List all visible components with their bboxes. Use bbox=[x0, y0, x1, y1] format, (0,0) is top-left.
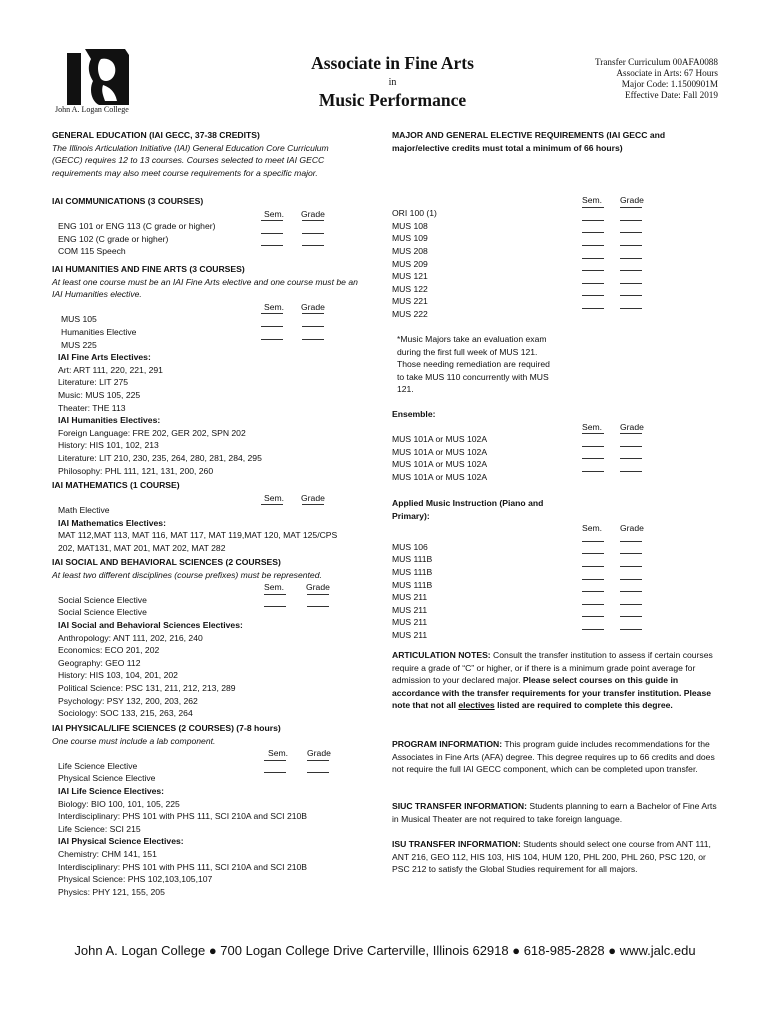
course-name: MUS 106 bbox=[392, 541, 428, 552]
isu-text: Students should select one course from ANT 111, ANT 216, GEO 112, HIS 103, HIS 104, HUM 120, PHL 200, PHL 260, PSC 120, or PSC 212 to satisfy the Global Studies requirement for all majors. bbox=[392, 839, 711, 875]
applied-heading: Primary): bbox=[392, 510, 430, 521]
course-name: ENG 102 (C grade or higher) bbox=[58, 233, 169, 244]
sem-blank[interactable] bbox=[582, 232, 604, 233]
column-headers bbox=[392, 421, 722, 434]
course-row bbox=[52, 606, 382, 619]
course-row bbox=[392, 308, 722, 321]
course-row bbox=[52, 772, 382, 785]
ensemble-section bbox=[392, 408, 722, 484]
grade-label: Grade bbox=[301, 208, 325, 219]
elective-line: Physical Science: PHS 102,103,105,107 bbox=[58, 874, 213, 885]
course-row bbox=[52, 760, 382, 773]
course-row bbox=[392, 579, 722, 592]
course-name: MUS 101A or MUS 102A bbox=[392, 459, 488, 470]
sem-blank[interactable] bbox=[582, 629, 604, 630]
page-title-line2: Music Performance bbox=[318, 90, 467, 110]
elective-line: Theater: THE 113 bbox=[58, 402, 126, 413]
humanities-section bbox=[52, 263, 382, 477]
curriculum-meta bbox=[595, 57, 718, 101]
music-note-line: Those needing remediation are required bbox=[397, 359, 550, 370]
physical-section bbox=[52, 722, 382, 898]
meta-line: Associate in Arts: 67 Hours bbox=[616, 68, 718, 78]
elective-line: Philosophy: PHL 111, 121, 131, 200, 260 bbox=[58, 465, 214, 476]
course-name: Social Science Elective bbox=[58, 594, 147, 605]
elective-line: History: HIS 103, 104, 201, 202 bbox=[58, 670, 178, 681]
course-name: MUS 211 bbox=[392, 604, 428, 615]
grade-blank[interactable] bbox=[307, 772, 329, 773]
logo-graphic bbox=[55, 45, 145, 107]
column-headers bbox=[52, 492, 382, 505]
course-row bbox=[392, 220, 722, 233]
course-name: Humanities Elective bbox=[61, 326, 137, 337]
course-name: Math Elective bbox=[58, 505, 110, 516]
grade-blank[interactable] bbox=[620, 579, 642, 580]
sem-blank[interactable] bbox=[264, 772, 286, 773]
sem-blank[interactable] bbox=[582, 591, 604, 592]
sem-blank[interactable] bbox=[582, 471, 604, 472]
course-name: MUS 111B bbox=[392, 554, 433, 565]
sem-blank[interactable] bbox=[582, 308, 604, 309]
gen-ed-intro-line: requirements may also meet course requirements for a specific major. bbox=[52, 167, 318, 178]
program-label: PROGRAM INFORMATION: bbox=[392, 739, 503, 749]
grade-blank[interactable] bbox=[620, 433, 642, 434]
page-title-line1: Associate in Fine Arts bbox=[311, 53, 474, 73]
sem-blank[interactable] bbox=[261, 313, 283, 314]
music-note-line: 121. bbox=[397, 384, 414, 395]
elective-line: Foreign Language: FRE 202, GER 202, SPN 202 bbox=[58, 427, 246, 438]
course-row bbox=[392, 433, 722, 446]
program-text: This program guide includes recommendations for the Associates in Fine Arts (AFA) degree. This degree requires up to 66 credits and does not require the full IAI GECC component, which can be completed upon transfer. bbox=[392, 739, 715, 775]
physical-note: One course must include a lab component. bbox=[52, 735, 216, 746]
elective-line: MAT 112,MAT 113, MAT 116, MAT 117, MAT 119,MAT 120, MAT 125/CPS bbox=[58, 530, 338, 541]
grade-blank[interactable] bbox=[620, 245, 642, 246]
course-row bbox=[52, 504, 382, 517]
course-row bbox=[392, 458, 722, 471]
elective-line: Chemistry: CHM 141, 151 bbox=[58, 848, 157, 859]
column-headers bbox=[392, 194, 722, 207]
column-headers bbox=[52, 301, 382, 314]
course-name: MUS 211 bbox=[392, 629, 428, 640]
course-name: COM 115 Speech bbox=[58, 246, 126, 257]
elective-line: Geography: GEO 112 bbox=[58, 657, 141, 668]
grade-blank[interactable] bbox=[620, 446, 642, 447]
sem-label: Sem. bbox=[582, 421, 603, 432]
elective-line: Life Science: SCI 215 bbox=[58, 823, 141, 834]
sem-label: Sem. bbox=[264, 208, 285, 219]
math-section bbox=[52, 479, 382, 555]
grade-blank[interactable] bbox=[620, 566, 642, 567]
course-row bbox=[392, 591, 722, 604]
grade-blank[interactable] bbox=[620, 458, 642, 459]
course-name: MUS 221 bbox=[392, 296, 428, 307]
sem-blank[interactable] bbox=[582, 283, 604, 284]
gen-ed-section bbox=[52, 129, 382, 179]
course-row bbox=[52, 220, 382, 233]
life-electives-heading: IAI Life Science Electives: bbox=[58, 785, 165, 796]
siuc-information bbox=[392, 800, 718, 825]
grade-label: Grade bbox=[301, 301, 325, 312]
sem-blank[interactable] bbox=[582, 270, 604, 271]
course-row bbox=[392, 471, 722, 484]
sem-label: Sem. bbox=[264, 301, 285, 312]
music-note-line: *Music Majors take an evaluation exam bbox=[397, 334, 547, 344]
music-note-line: during the first full week of MUS 121. bbox=[397, 346, 538, 357]
course-name: MUS 121 bbox=[392, 271, 428, 282]
course-name: Social Science Elective bbox=[58, 607, 147, 618]
sem-blank[interactable] bbox=[582, 616, 604, 617]
siuc-label: SIUC TRANSFER INFORMATION: bbox=[392, 801, 527, 811]
grade-blank[interactable] bbox=[307, 594, 329, 595]
social-heading: IAI SOCIAL AND BEHAVIORAL SCIENCES (2 COURSES) bbox=[52, 557, 281, 567]
course-row bbox=[392, 616, 722, 629]
physical-heading: IAI PHYSICAL/LIFE SCIENCES (2 COURSES) (7-8 hours) bbox=[52, 723, 281, 733]
grade-label: Grade bbox=[307, 748, 331, 759]
column-headers bbox=[52, 747, 382, 760]
course-row bbox=[392, 270, 722, 283]
grade-blank[interactable] bbox=[620, 541, 642, 542]
major-courses bbox=[392, 194, 722, 321]
sem-blank[interactable] bbox=[261, 245, 283, 246]
course-row bbox=[392, 629, 722, 642]
course-name: MUS 225 bbox=[61, 339, 97, 350]
fine-arts-electives-heading: IAI Fine Arts Electives: bbox=[58, 352, 151, 363]
major-heading: major/elective credits must total a minimum of 66 hours) bbox=[392, 142, 623, 153]
grade-blank[interactable] bbox=[302, 339, 324, 340]
course-row bbox=[392, 258, 722, 271]
elective-line: Music: MUS 105, 225 bbox=[58, 389, 141, 400]
humanities-electives-heading: IAI Humanities Electives: bbox=[58, 415, 161, 426]
grade-blank[interactable] bbox=[620, 604, 642, 605]
social-section bbox=[52, 556, 382, 720]
major-section bbox=[392, 129, 722, 154]
elective-line: Art: ART 111, 220, 221, 291 bbox=[58, 364, 163, 375]
sem-label: Sem. bbox=[582, 523, 603, 534]
sem-blank[interactable] bbox=[582, 245, 604, 246]
sem-blank[interactable] bbox=[261, 504, 283, 505]
course-row bbox=[392, 604, 722, 617]
articulation-bold-text: Please select courses on this guide in accordance with the transfer requirements for your transfer institution. Please note that not all bbox=[392, 675, 712, 711]
siuc-text: Students planning to earn a Bachelor of Fine Arts in Musical Theater are not required to take foreign language. bbox=[392, 801, 717, 824]
major-heading: MAJOR AND GENERAL ELECTIVE REQUIREMENTS (IAI GECC and bbox=[392, 130, 666, 140]
gen-ed-intro-line: The Illinois Articulation Initiative (IAI) General Education Core Curriculum bbox=[52, 142, 329, 153]
sem-blank[interactable] bbox=[582, 458, 604, 459]
elective-line: Psychology: PSY 132, 200, 203, 262 bbox=[58, 695, 198, 706]
course-row bbox=[392, 553, 722, 566]
column-headers bbox=[52, 569, 382, 582]
course-name: MUS 105 bbox=[61, 314, 97, 325]
grade-label: Grade bbox=[620, 195, 644, 205]
course-row bbox=[52, 245, 382, 258]
articulation-label: ARTICULATION NOTES: bbox=[392, 650, 491, 660]
course-name: MUS 211 bbox=[392, 592, 428, 603]
grade-blank[interactable] bbox=[620, 295, 642, 296]
grade-blank[interactable] bbox=[307, 760, 329, 761]
communications-heading: IAI COMMUNICATIONS (3 COURSES) bbox=[52, 196, 204, 206]
elective-line: Physics: PHY 121, 155, 205 bbox=[58, 886, 165, 897]
physical-electives-heading: IAI Physical Science Electives: bbox=[58, 836, 184, 847]
grade-blank[interactable] bbox=[620, 591, 642, 592]
grade-blank[interactable] bbox=[302, 245, 324, 246]
course-row bbox=[392, 232, 722, 245]
course-name: Life Science Elective bbox=[58, 760, 138, 771]
course-row bbox=[52, 233, 382, 246]
sem-blank[interactable] bbox=[264, 760, 286, 761]
sem-blank[interactable] bbox=[582, 566, 604, 567]
grade-blank[interactable] bbox=[620, 283, 642, 284]
electives-underlined: electives bbox=[458, 700, 495, 711]
elective-line: Literature: LIT 275 bbox=[58, 377, 129, 388]
sem-label: Sem. bbox=[264, 582, 285, 593]
course-name: MUS 111B bbox=[392, 566, 433, 577]
grade-blank[interactable] bbox=[620, 616, 642, 617]
course-row bbox=[52, 326, 382, 339]
sem-blank[interactable] bbox=[582, 295, 604, 296]
grade-blank[interactable] bbox=[620, 220, 642, 221]
course-name: MUS 101A or MUS 102A bbox=[392, 434, 488, 445]
course-row bbox=[392, 295, 722, 308]
grade-blank[interactable] bbox=[620, 232, 642, 233]
applied-section bbox=[392, 497, 722, 642]
ensemble-heading: Ensemble: bbox=[392, 409, 436, 419]
course-row bbox=[392, 283, 722, 296]
course-row bbox=[392, 245, 722, 258]
elective-line: Anthropology: ANT 111, 202, 216, 240 bbox=[58, 632, 203, 643]
sem-blank[interactable] bbox=[264, 606, 286, 607]
course-row bbox=[52, 594, 382, 607]
sem-blank[interactable] bbox=[261, 326, 283, 327]
grade-blank[interactable] bbox=[620, 629, 642, 630]
humanities-note: At least one course must be an IAI Fine Arts elective and one course must be an bbox=[52, 276, 358, 287]
grade-blank[interactable] bbox=[620, 471, 642, 472]
elective-line: Political Science: PSC 131, 211, 212, 213, 289 bbox=[58, 682, 236, 693]
course-name: ORI 100 (1) bbox=[392, 208, 437, 219]
grade-blank[interactable] bbox=[302, 233, 324, 234]
articulation-notes bbox=[392, 649, 718, 712]
articulation-text: Consult the transfer institution to assess if certain courses require a grade of “C” or higher, or if there is a minimum grade point average for admission to your declared major. bbox=[392, 650, 713, 686]
course-name: Physical Science Elective bbox=[58, 773, 156, 784]
elective-line: History: HIS 101, 102, 213 bbox=[58, 440, 159, 451]
meta-line: Effective Date: Fall 2019 bbox=[625, 90, 718, 100]
sem-blank[interactable] bbox=[582, 258, 604, 259]
sem-blank[interactable] bbox=[582, 433, 604, 434]
sem-blank[interactable] bbox=[264, 594, 286, 595]
program-information bbox=[392, 738, 718, 776]
sem-label: Sem. bbox=[268, 748, 289, 759]
music-note bbox=[397, 333, 582, 396]
sem-blank[interactable] bbox=[261, 220, 283, 221]
elective-line: 202, MAT131, MAT 201, MAT 202, MAT 282 bbox=[58, 542, 226, 553]
sem-blank[interactable] bbox=[582, 220, 604, 221]
sem-label: Sem. bbox=[264, 492, 285, 503]
articulation-bold-end: listed are required to complete this degree. bbox=[494, 700, 673, 711]
sem-blank[interactable] bbox=[582, 604, 604, 605]
grade-label: Grade bbox=[301, 492, 325, 503]
meta-line: Transfer Curriculum 00AFA0088 bbox=[594, 57, 718, 67]
grade-blank[interactable] bbox=[302, 504, 324, 505]
social-note-text: At least two different disciplines (course prefixes) must be represented. bbox=[52, 569, 322, 580]
sem-label: Sem. bbox=[582, 195, 603, 205]
course-row bbox=[392, 566, 722, 579]
social-electives-heading: IAI Social and Behavioral Sciences Electives: bbox=[58, 619, 243, 630]
applied-heading: Applied Music Instruction (Piano and bbox=[392, 498, 544, 508]
grade-blank[interactable] bbox=[302, 220, 324, 221]
isu-information bbox=[392, 838, 718, 876]
sem-blank[interactable] bbox=[582, 579, 604, 580]
course-name: MUS 208 bbox=[392, 245, 428, 256]
sem-blank[interactable] bbox=[582, 207, 604, 208]
course-name: MUS 109 bbox=[392, 233, 428, 244]
grade-blank[interactable] bbox=[307, 606, 329, 607]
grade-blank[interactable] bbox=[620, 207, 642, 208]
communications-section bbox=[52, 195, 382, 258]
course-name: MUS 101A or MUS 102A bbox=[392, 471, 488, 482]
math-electives-heading: IAI Mathematics Electives: bbox=[58, 517, 166, 528]
course-name: MUS 209 bbox=[392, 258, 428, 269]
grade-label: Grade bbox=[306, 582, 330, 593]
course-name: MUS 122 bbox=[392, 283, 428, 294]
gen-ed-heading: GENERAL EDUCATION (IAI GECC, 37-38 CREDITS) bbox=[52, 130, 260, 140]
grade-blank[interactable] bbox=[620, 270, 642, 271]
humanities-note: IAI Humanities elective. bbox=[52, 289, 142, 300]
grade-blank[interactable] bbox=[620, 308, 642, 309]
sem-blank[interactable] bbox=[261, 339, 283, 340]
elective-line: Sociology: SOC 133, 215, 263, 264 bbox=[58, 708, 193, 719]
college-name: John A. Logan College bbox=[55, 105, 129, 114]
page-footer: John A. Logan College ● 700 Logan College Drive Carterville, Illinois 62918 ● 618-985-2828 ● www.jalc.edu bbox=[74, 943, 696, 958]
elective-line: Interdisciplinary: PHS 101 with PHS 111, SCI 210A and SCI 210B bbox=[58, 861, 308, 872]
course-name: MUS 211 bbox=[392, 617, 428, 628]
elective-line: Economics: ECO 201, 202 bbox=[58, 645, 160, 656]
music-note-line: to take MUS 110 concurrently with MUS bbox=[397, 371, 549, 382]
grade-blank[interactable] bbox=[620, 258, 642, 259]
course-name: MUS 111B bbox=[392, 579, 433, 590]
elective-line: Biology: BIO 100, 101, 105, 225 bbox=[58, 798, 180, 809]
grade-blank[interactable] bbox=[302, 313, 324, 314]
elective-line: Literature: LIT 210, 230, 235, 264, 280, 281, 284, 295 bbox=[58, 452, 262, 463]
sem-blank[interactable] bbox=[582, 446, 604, 447]
grade-blank[interactable] bbox=[620, 553, 642, 554]
humanities-heading: IAI HUMANITIES AND FINE ARTS (3 COURSES) bbox=[52, 264, 245, 274]
course-name: ENG 101 or ENG 113 (C grade or higher) bbox=[58, 221, 216, 232]
elective-line: Interdisciplinary: PHS 101 with PHS 111, SCI 210A and SCI 210B bbox=[58, 811, 308, 822]
math-heading: IAI MATHEMATICS (1 COURSE) bbox=[52, 480, 180, 490]
column-headers bbox=[52, 208, 382, 221]
column-headers bbox=[392, 522, 722, 535]
isu-label: ISU TRANSFER INFORMATION: bbox=[392, 839, 521, 849]
meta-line: Major Code: 1.1500901M bbox=[621, 79, 718, 89]
course-name: MUS 101A or MUS 102A bbox=[392, 446, 488, 457]
sem-blank[interactable] bbox=[582, 553, 604, 554]
course-row bbox=[52, 339, 382, 352]
page-title-in: in bbox=[388, 77, 397, 88]
course-name: MUS 222 bbox=[392, 308, 428, 319]
course-row bbox=[392, 207, 722, 220]
course-row bbox=[392, 446, 722, 459]
sem-blank[interactable] bbox=[261, 233, 283, 234]
course-row bbox=[52, 313, 382, 326]
course-name: MUS 108 bbox=[392, 220, 428, 231]
sem-blank[interactable] bbox=[582, 541, 604, 542]
grade-label: Grade bbox=[620, 421, 644, 432]
grade-label: Grade bbox=[620, 523, 644, 534]
course-row bbox=[392, 541, 722, 554]
grade-blank[interactable] bbox=[302, 326, 324, 327]
gen-ed-intro-line: (GECC) requires 12 to 13 courses. Courses selected to meet IAI GECC bbox=[52, 155, 325, 166]
